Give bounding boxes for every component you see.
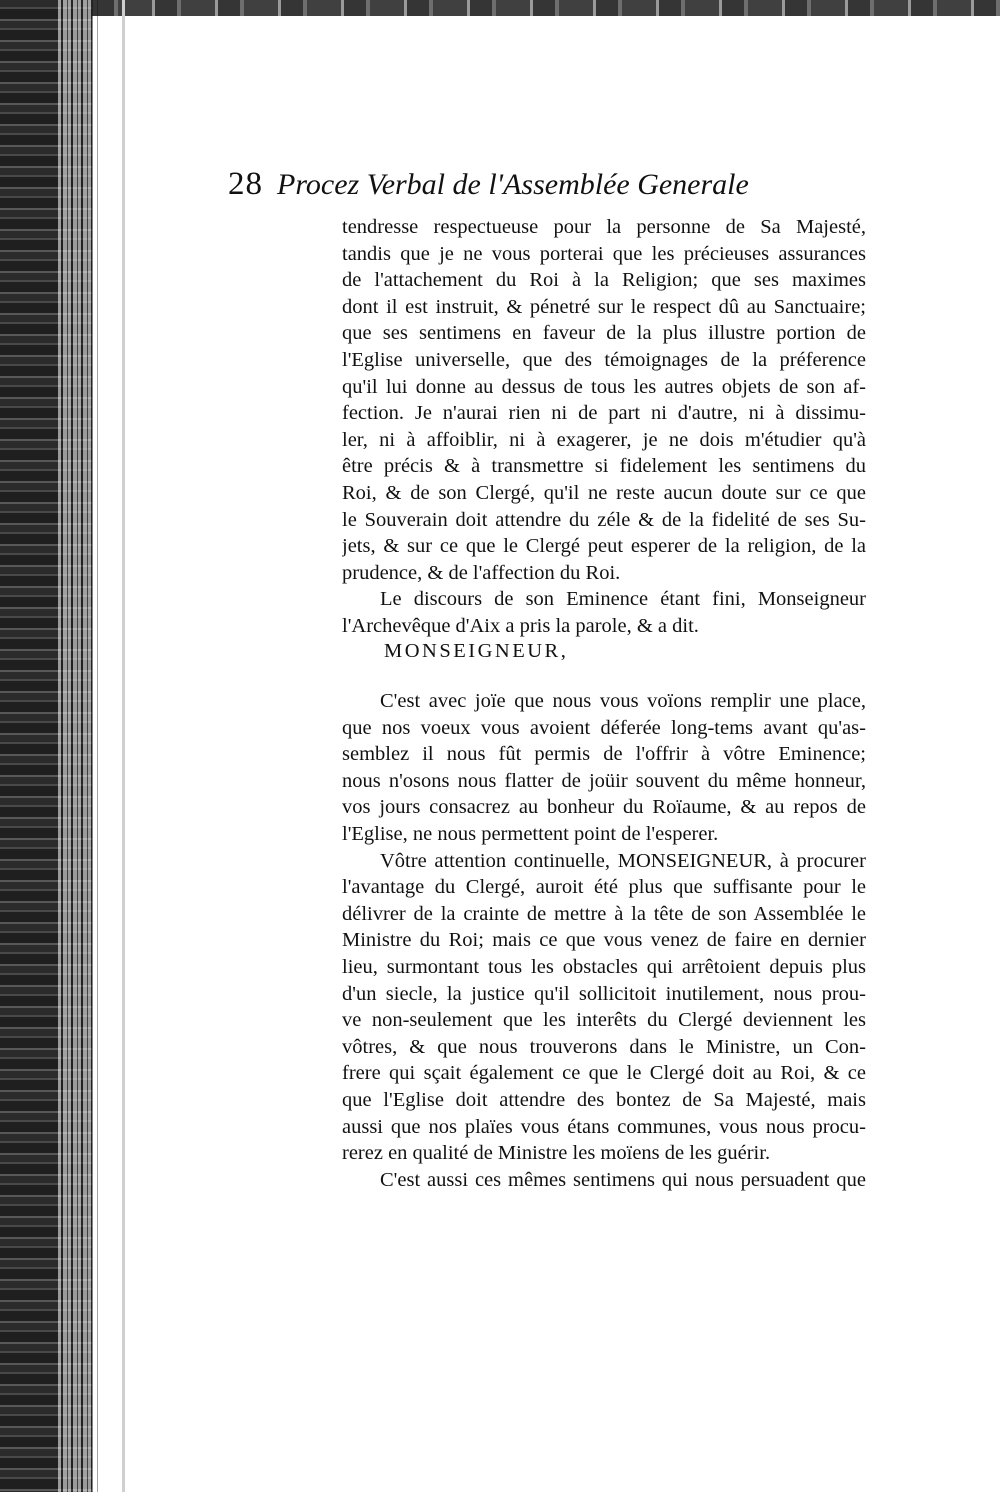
text-line: vôtres, & que nous trouverons dans le Ministre, un Con- — [342, 1035, 866, 1058]
text-line: l'Eglise, ne nous permettent point de l'esperer. — [342, 822, 719, 845]
text-line: être précis & à transmettre si fidelement les sentimens du — [342, 455, 866, 478]
running-head — [228, 166, 848, 210]
text-line: rerez en qualité de Ministre les moïens de les guérir. — [342, 1142, 771, 1165]
text-line: vos jours consacrez au bonheur du Roïaume, & au repos de — [342, 796, 866, 819]
body-text-lower — [342, 688, 866, 1193]
text-line: fection. Je n'aurai rien ni de part ni d'autre, ni à dissimu- — [342, 402, 866, 425]
text-line: C'est aussi ces mêmes sentimens qui nous persuadent que — [380, 1168, 866, 1191]
text-line: frere qui sçait également ce que le Clergé doit au Roi, & ce — [342, 1062, 866, 1085]
text-line: aussi que nos plaïes vous étans communes, vous nous procu- — [342, 1115, 866, 1138]
text-line: que l'Eglise doit attendre des bontez de Sa Majesté, mais — [342, 1088, 866, 1111]
text-line: Le discours de son Eminence étant fini, Monseigneur — [380, 588, 866, 611]
text-line: Roi, & de son Clergé, qu'il ne reste aucun doute sur ce que — [342, 481, 866, 504]
text-line: délivrer de la crainte de mettre à la tête de son Assemblée le — [342, 902, 866, 925]
text-line: tendresse respectueuse pour la personne de Sa Majesté, — [342, 216, 866, 238]
text-line: Vôtre attention continuelle, MONSEIGNEUR, à procurer — [380, 849, 866, 872]
text-line: dont il est instruit, & pénetré sur le respect dû au Sanctuaire; — [342, 295, 866, 318]
page-edge-texture — [58, 0, 98, 1492]
text-line: l'Eglise universelle, que des témoignages de la préference — [342, 348, 866, 371]
text-line: d'un siecle, la justice qu'il sollicitoit inutilement, nous prou- — [342, 982, 866, 1005]
page-number: 28 — [228, 166, 263, 202]
text-line: semblez il nous fût permis de l'offrir à vôtre Eminence; — [342, 743, 866, 766]
gutter-line — [122, 0, 125, 1492]
text-line: ler, ni à affoiblir, ni à exagerer, je ne dois m'étudier qu'à — [342, 428, 866, 451]
text-line: prudence, & de l'affection du Roi. — [342, 561, 621, 584]
text-line: que nos voeux vous avoient déferée long-tems avant qu'as- — [342, 716, 866, 739]
running-head-title: Procez Verbal de l'Assemblée Generale — [277, 168, 749, 201]
text-line: qu'il lui donne au dessus de tous les autres objets de son af- — [342, 375, 866, 398]
text-line: jets, & sur ce que le Clergé peut esperer de la religion, de la — [342, 535, 866, 558]
text-line: que ses sentimens en faveur de la plus illustre portion de — [342, 322, 866, 345]
text-line: le Souverain doit attendre du zéle & de la fidelité de ses Su- — [342, 508, 866, 531]
text-line: de l'attachement du Roi à la Religion; que ses maximes — [342, 269, 866, 292]
top-edge-shadow — [92, 0, 1000, 16]
text-line: ve non-seulement que les interêts du Clergé deviennent les — [342, 1009, 866, 1032]
text-line: nous n'osons nous flatter de joüir souvent du même honneur, — [342, 769, 866, 792]
text-line: C'est avec joïe que nous vous voïons remplir une place, — [380, 690, 866, 712]
salutation-heading: MONSEIGNEUR, — [384, 640, 569, 662]
text-line: tandis que je ne vous porterai que les précieuses assurances — [342, 242, 866, 265]
text-line: lieu, surmontant tous les obstacles qui arrêtoient depuis plus — [342, 955, 866, 978]
body-text-upper — [342, 214, 866, 640]
text-line: l'avantage du Clergé, auroit été plus que suffisante pour le — [342, 876, 866, 899]
text-line: l'Archevêque d'Aix a pris la parole, & a dit. — [342, 614, 699, 637]
text-line: Ministre du Roi; mais ce que vous venez de faire en dernier — [342, 929, 866, 952]
